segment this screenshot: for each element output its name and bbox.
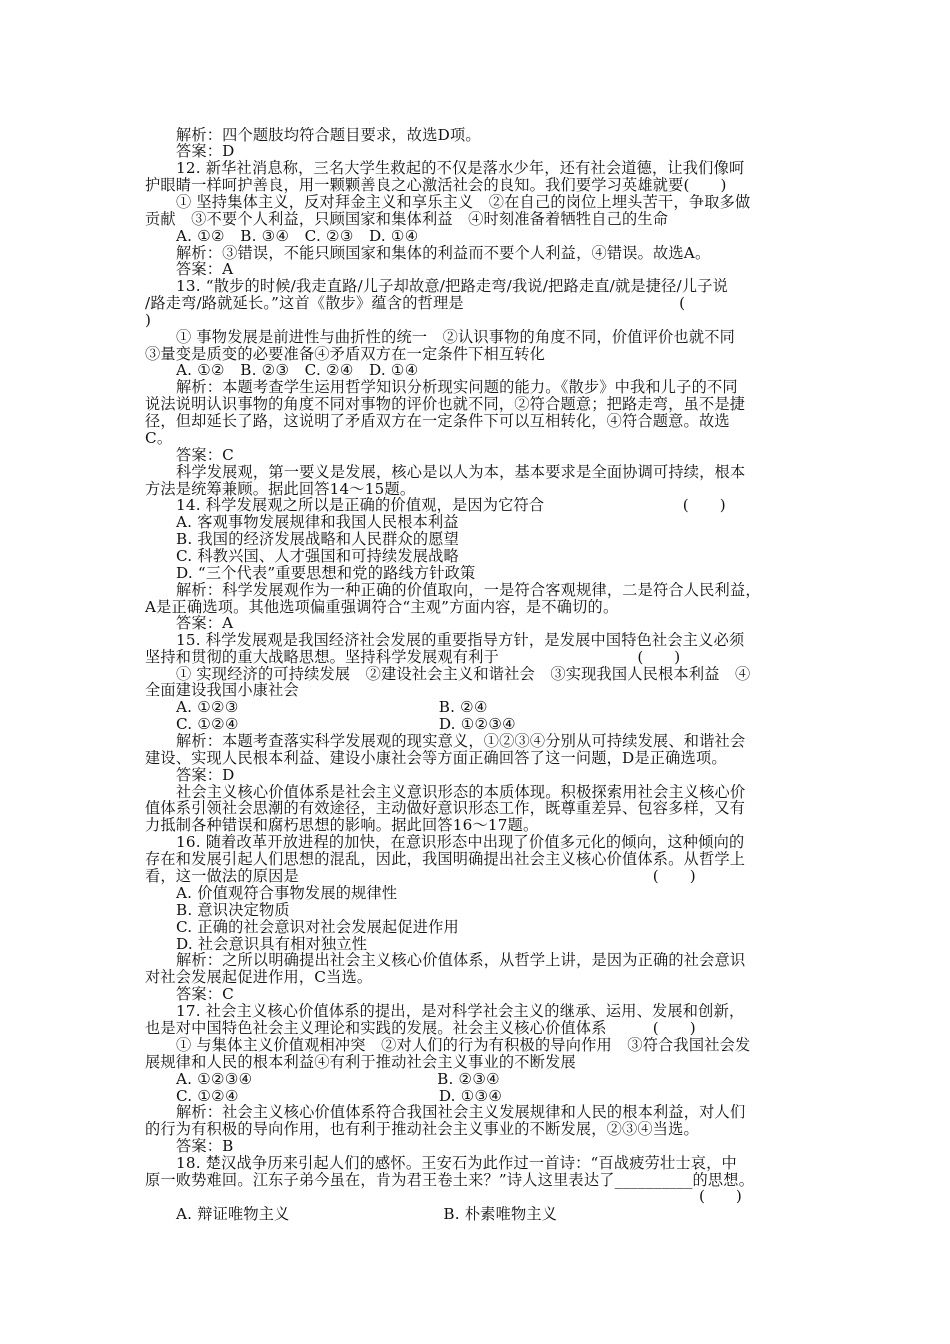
text-line: 坚持和贯彻的重大战略思想。坚持科学发展观有利于 ( ) <box>145 648 681 666</box>
text-line: 科学发展观，第一要义是发展，核心是以人为本，基本要求是全面协调可持续，根本 <box>176 463 746 481</box>
text-line: 展规律和人民的根本利益④有利于推动社会主义事业的不断发展 <box>145 1053 576 1071</box>
text-line: 15. 科学发展观是我国经济社会发展的重要指导方针，是发展中国特色社会主义必须 <box>176 631 745 649</box>
text-line: 16. 随着改革开放进程的加快，在意识形态中出现了价值多元化的倾向，这种倾向的 <box>176 833 745 851</box>
text-line: 答案：C <box>176 446 234 464</box>
text-line: A. 价值观符合事物发展的规律性 <box>176 884 398 902</box>
text-line: 13. “散步的时候/我走直路/儿子却故意/把路走弯/我说/把路走直/就是捷径/儿子说 <box>176 277 728 295</box>
text-line: ① 与集体主义价值观相冲突 ②对人们的行为有积极的导向作用 ③符合我国社会发 <box>176 1036 751 1054</box>
text-line: 原一败势难回。江东子弟今虽在，肯为君王卷土来？”诗人这里表达了__________的思想。 <box>145 1171 755 1189</box>
text-line: 值体系引领社会思潮的有效途径，主动做好意识形态工作，既尊重差异、包容多样，又有 <box>145 799 746 817</box>
text-line: 护眼睛一样呵护善良，用一颗颗善良之心激活社会的良知。我们要学习英雄就要( ) <box>145 176 727 194</box>
text-line: 答案：C <box>176 985 234 1003</box>
text-line: A. 辩证唯物主义 B. 朴素唯物主义 <box>176 1205 558 1223</box>
text-line: A是正确选项。其他选项偏重强调符合“主观”方面内容，是不确切的。 <box>145 598 619 616</box>
text-line: ① 事物发展是前进性与曲折性的统一 ②认识事物的角度不同，价值评价也就不同 <box>176 328 735 346</box>
text-line: 解析：科学发展观作为一种正确的价值取向，一是符合客观规律，二是符合人民利益， <box>176 581 761 599</box>
text-line: 全面建设我国小康社会 <box>145 681 299 699</box>
text-line: C. ①②④ D. ①③④ <box>176 1087 503 1105</box>
text-line: /路走弯/路就延长。”这首《散步》蕴含的哲理是 ( <box>145 294 686 312</box>
text-line: 力抵制各种错误和腐朽思想的影响。据此回答16～17题。 <box>145 816 539 834</box>
text-line: C. 正确的社会意识对社会发展起促进作用 <box>176 918 459 936</box>
text-line: 14. 科学发展观之所以是正确的价值观，是因为它符合 ( ) <box>176 496 726 514</box>
text-line: A. ①② B. ②③ C. ②④ D. ①④ <box>176 361 419 379</box>
text-line: 的行为有积极的导向作用，也有利于推动社会主义事业的不断发展，②③④当选。 <box>145 1120 699 1138</box>
text-line: A. ①② B. ③④ C. ②③ D. ①④ <box>176 227 419 245</box>
text-line: 贡献 ③不要个人利益，只顾国家和集体利益 ④时刻准备着牺牲自己的生命 <box>145 210 669 228</box>
text-line: 解析：社会主义核心价值体系符合我国社会主义发展规律和人民的根本利益，对人们 <box>176 1103 746 1121</box>
text-line: A. ①②③④ B. ②③④ <box>176 1070 500 1088</box>
text-line: 12. 新华社消息称，三名大学生救起的不仅是落水少年，还有社会道德，让我们像呵 <box>176 159 745 177</box>
text-line: 存在和发展引起人们思想的混乱，因此，我国明确提出社会主义核心价值体系。从哲学上 <box>145 850 746 868</box>
text-line: 建设、实现人民根本利益、建设小康社会等方面正确回答了这一问题，D是正确选项。 <box>145 749 727 767</box>
text-line: ③量变是质变的必要准备④矛盾双方在一定条件下相互转化 <box>145 345 546 363</box>
text-line: 答案：D <box>176 142 235 160</box>
text-line: D. “三个代表”重要思想和党的路线方针政策 <box>176 564 476 582</box>
text-line: 社会主义核心价值体系是社会主义意识形态的本质体现。积极探索用社会主义核心价 <box>176 783 746 801</box>
text-line: B. 我国的经济发展战略和人民群众的愿望 <box>176 530 460 548</box>
text-line: 答案：A <box>176 260 234 278</box>
text-line: 答案：A <box>176 614 234 632</box>
text-line: ( ) <box>145 1187 742 1205</box>
text-line: 18. 楚汉战争历来引起人们的感怀。王安石为此作过一首诗：“百战疲劳壮士哀，中 <box>176 1154 737 1172</box>
text-line: ① 坚持集体主义，反对拜金主义和享乐主义 ②在自己的岗位上埋头苦干，争取多做 <box>176 193 751 211</box>
text-line: B. 意识决定物质 <box>176 901 290 919</box>
text-line: 解析：四个题肢均符合题目要求，故选D项。 <box>176 126 481 144</box>
text-line: 解析：本题考查落实科学发展观的现实意义，①②③④分别从可持续发展、和谐社会 <box>176 732 746 750</box>
text-line: 径，但却延长了路，这说明了矛盾双方在一定条件下可以互相转化，④符合题意。故选 <box>145 412 730 430</box>
text-line: 说法说明认识事物的角度不同对事物的评价也就不同，②符合题意；把路走弯，虽不是捷 <box>145 395 746 413</box>
text-line: 也是对中国特色社会主义理论和实践的发展。社会主义核心价值体系 ( ) <box>145 1019 696 1037</box>
text-line: A. ①②③ B. ②④ <box>176 698 488 716</box>
text-line: C. 科教兴国、人才强国和可持续发展战略 <box>176 547 459 565</box>
text-line: 解析：之所以明确提出社会主义核心价值体系，从哲学上讲，是因为正确的社会意识 <box>176 951 746 969</box>
text-line: 解析：③错误，不能只顾国家和集体的利益而不要个人利益，④错误。故选A。 <box>176 244 711 262</box>
text-line: 解析：本题考查学生运用哲学知识分析现实问题的能力。《散步》中我和儿子的不同 <box>176 378 738 396</box>
text-line: 答案：B <box>176 1137 234 1155</box>
text-line: 对社会发展起促进作用，C当选。 <box>145 968 373 986</box>
text-line: C. ①②④ D. ①②③④ <box>176 715 516 733</box>
text-line: 17. 社会主义核心价值体系的提出，是对科学社会主义的继承、运用、发展和创新， <box>176 1002 745 1020</box>
text-line: ① 实现经济的可持续发展 ②建设社会主义和谐社会 ③实现我国人民根本利益 ④ <box>176 665 751 683</box>
text-line: 答案：D <box>176 766 235 784</box>
text-line: A. 客观事物发展规律和我国人民根本利益 <box>176 513 459 531</box>
text-line: 方法是统筹兼顾。据此回答14～15题。 <box>145 480 416 498</box>
text-line: C。 <box>145 429 173 447</box>
text-line: D. 社会意识具有相对独立性 <box>176 935 368 953</box>
text-line: ) <box>145 311 152 329</box>
text-line: 看，这一做法的原因是 ( ) <box>145 867 696 885</box>
